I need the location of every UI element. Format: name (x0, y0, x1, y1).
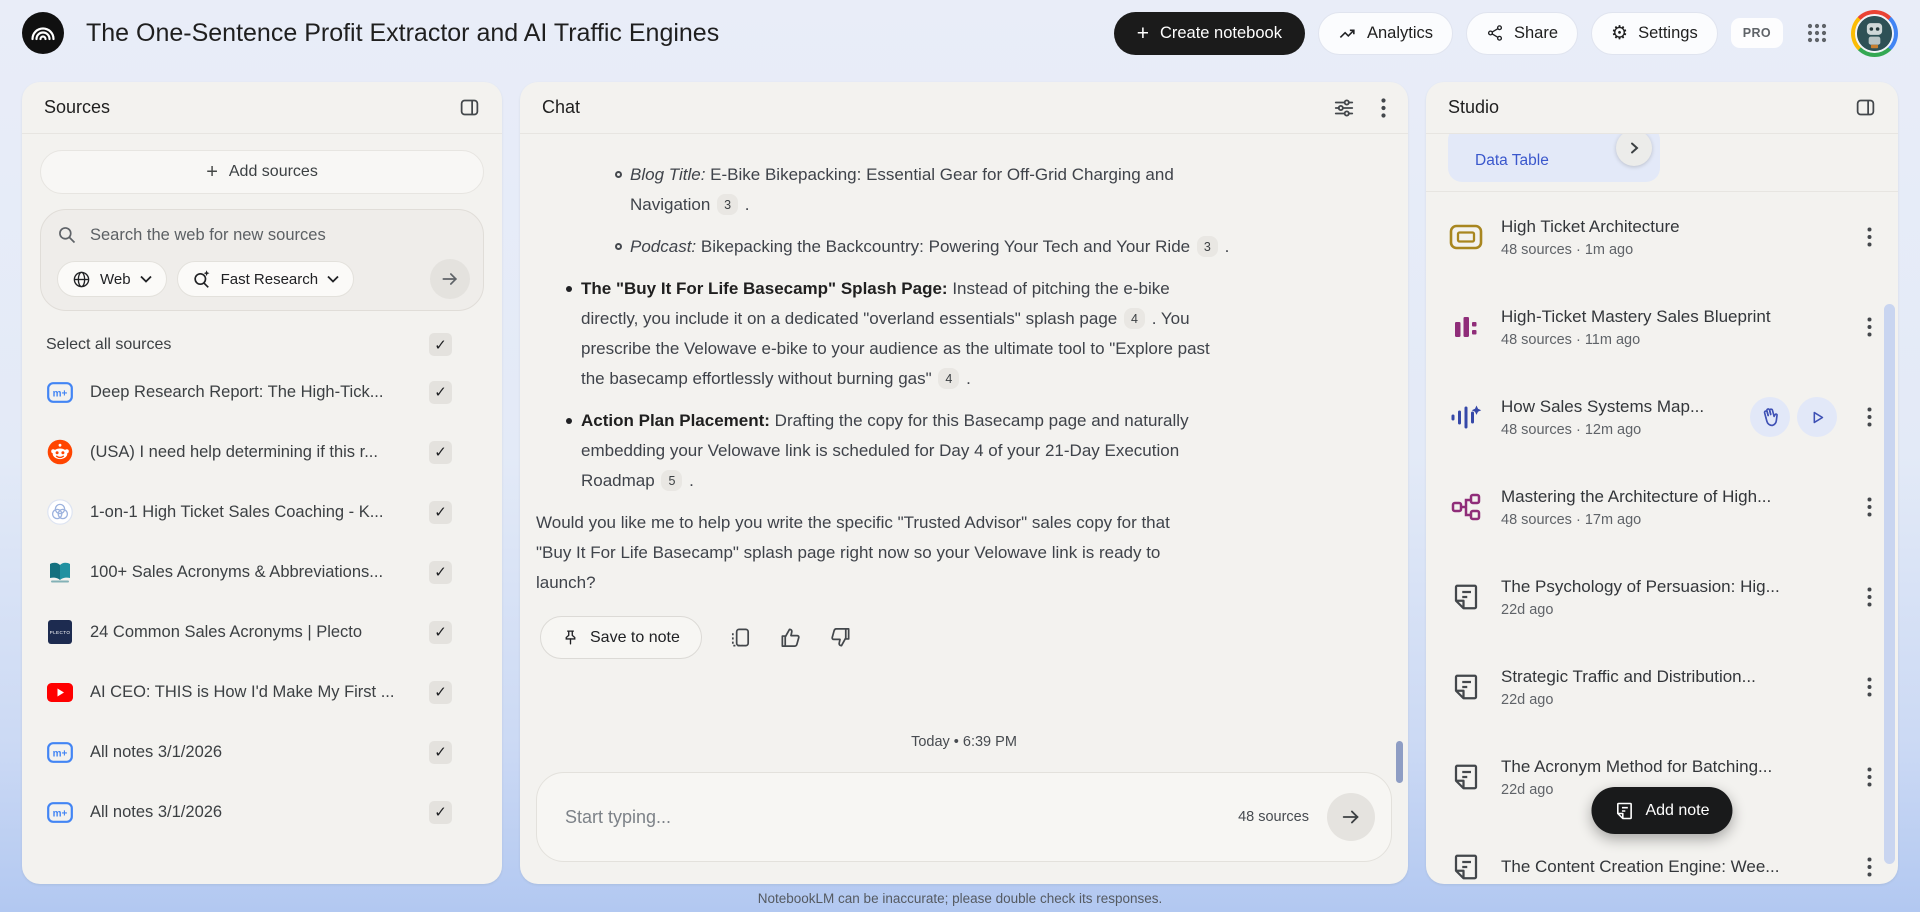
studio-item-menu-icon[interactable] (1856, 227, 1882, 247)
studio-item-title: The Content Creation Engine: Wee... (1501, 857, 1780, 876)
studio-list-item[interactable] (1426, 462, 1898, 552)
chat-text: Drafting the copy for this Basecamp page and naturally (769, 411, 1189, 430)
chat-timestamp: Today • 6:39 PM (911, 734, 1017, 750)
sources-panel-title: Sources (44, 97, 111, 117)
svg-text:m+: m+ (52, 748, 68, 760)
user-avatar[interactable] (1851, 10, 1898, 57)
add-sources-button[interactable]: + Add sources (40, 150, 484, 194)
search-submit-button[interactable] (430, 259, 470, 299)
studio-item-title: High Ticket Architecture (1501, 216, 1680, 236)
source-list-item[interactable] (22, 362, 502, 422)
plus-icon: + (1136, 21, 1149, 45)
add-note-button[interactable]: Add note (1591, 787, 1732, 834)
italic-text: Podcast: (630, 237, 697, 256)
chat-text: . (740, 195, 750, 214)
play-audio-button[interactable] (1797, 397, 1837, 437)
select-all-checkbox[interactable]: ✓ (429, 333, 452, 356)
studio-item-menu-icon[interactable] (1856, 677, 1882, 697)
source-title: 100+ Sales Acronyms & Abbreviations... (90, 562, 384, 581)
data-table-chip[interactable]: Data Table (1448, 134, 1660, 182)
studio-item-menu-icon[interactable] (1856, 857, 1882, 877)
chat-actions-row (520, 610, 1408, 659)
source-list-item[interactable] (22, 602, 502, 662)
studio-scrollbar[interactable] (1884, 304, 1895, 864)
interactive-mode-button[interactable] (1750, 397, 1790, 437)
studio-item-title: Strategic Traffic and Distribution... (1501, 666, 1756, 686)
source-checkbox[interactable]: ✓ (429, 681, 452, 704)
citation-chip[interactable]: 5 (661, 470, 682, 491)
chat-text: prescribe the Velowave e-bike to your audience as the ultimate tool to "Explore past (581, 339, 1210, 358)
citation-chip[interactable]: 3 (1197, 236, 1218, 257)
studio-item-meta: 22d ago (1501, 691, 1554, 708)
chat-text: directly, you include it on a dedicated "overland essentials" splash page (581, 309, 1122, 328)
source-title: 24 Common Sales Acronyms | Plecto (90, 622, 363, 641)
chat-text: . You (1146, 309, 1190, 328)
select-all-label: Select all sources (46, 335, 172, 353)
source-list-item[interactable] (22, 482, 502, 542)
citation-chip[interactable]: 3 (717, 194, 738, 215)
create-notebook-button[interactable]: + Create notebook (1114, 12, 1305, 55)
citation-chip[interactable]: 4 (1124, 308, 1145, 329)
avatar-robot-image (1855, 14, 1894, 53)
share-button[interactable]: Share (1466, 12, 1578, 55)
chat-text: Would you like me to help you write the specific "Trusted Advisor" sales copy for that (536, 513, 1170, 532)
studio-item-meta: 48 sources · 17m ago (1501, 511, 1642, 528)
source-title: 1-on-1 High Ticket Sales Coaching - K... (90, 502, 384, 521)
studio-panel-title: Studio (1448, 97, 1500, 117)
source-checkbox[interactable]: ✓ (429, 801, 452, 824)
studio-item-meta: 22d ago (1501, 781, 1554, 798)
chat-panel (520, 82, 1408, 884)
source-count-label: 48 sources (1238, 809, 1309, 825)
source-list-item[interactable] (22, 722, 502, 782)
bullet-marker (566, 286, 572, 292)
reddit-icon (46, 439, 74, 465)
chat-panel-title: Chat (542, 97, 581, 117)
source-list-item[interactable] (22, 542, 502, 602)
plus-icon: + (206, 160, 218, 183)
citation-chip[interactable]: 4 (938, 368, 959, 389)
chat-text: Instead of pitching the e-bike (947, 279, 1170, 298)
source-checkbox[interactable]: ✓ (429, 561, 452, 584)
disclaimer-text: NotebookLM can be inaccurate; please double check its responses. (757, 891, 1163, 906)
studio-panel (1426, 82, 1898, 884)
studio-item-menu-icon[interactable] (1856, 587, 1882, 607)
studio-item-title: The Psychology of Persuasion: Hig... (1501, 576, 1780, 596)
pro-badge: PRO (1731, 18, 1783, 48)
chat-text: E-Bike Bikepacking: Essential Gear for Off-Grid Charging and (705, 165, 1174, 184)
share-icon (1486, 24, 1504, 42)
studio-list (1426, 192, 1898, 884)
save-to-note-button[interactable]: Save to note (540, 616, 702, 659)
chat-text: . (1219, 237, 1230, 256)
studio-item-title: High-Ticket Mastery Sales Blueprint (1501, 306, 1771, 326)
studio-item-title: Mastering the Architecture of High... (1501, 486, 1772, 506)
select-all-row (22, 311, 502, 362)
trending-up-icon (1338, 24, 1357, 43)
source-title: All notes 3/1/2026 (90, 742, 223, 761)
web-filter-dropdown[interactable]: Web (57, 261, 167, 297)
search-input[interactable] (90, 226, 467, 245)
chat-text: "Buy It For Life Basecamp" splash page right now so your Velowave link is ready to (536, 543, 1161, 562)
studio-list-item[interactable] (1426, 282, 1898, 372)
studio-item-meta: 48 sources · 12m ago (1501, 421, 1642, 438)
book-icon (46, 560, 74, 584)
copy-response-button[interactable] (729, 626, 752, 649)
bullet-marker (566, 418, 572, 424)
notebooklm-logo-icon[interactable] (22, 12, 64, 54)
chat-text: Roadmap (581, 471, 660, 490)
studio-item-menu-icon[interactable] (1856, 767, 1882, 787)
chat-input[interactable] (565, 807, 1238, 828)
chat-text: embedding your Velowave link is scheduled for Day 4 of your 21-Day Execution (581, 441, 1180, 460)
chevron-down-icon (140, 275, 152, 283)
chat-settings-tune-icon[interactable] (1333, 97, 1355, 119)
note-icon (1448, 579, 1484, 615)
chat-input-box (536, 772, 1392, 862)
sources-panel (22, 82, 502, 884)
chat-message-body (520, 134, 1408, 598)
table-gold-icon (1448, 219, 1484, 255)
studio-list-item[interactable] (1426, 372, 1898, 462)
chat-text: Bikepacking the Backcountry: Powering Your Tech and Your Ride (696, 237, 1195, 256)
source-title: AI CEO: THIS is How I'd Make My First ... (90, 682, 395, 701)
send-message-button[interactable] (1327, 793, 1375, 841)
notebook-note-icon (46, 802, 74, 823)
notebook-note-icon (46, 742, 74, 763)
bold-text: The "Buy It For Life Basecamp" Splash Page: (581, 279, 948, 298)
chat-bullet-item (536, 160, 1348, 220)
studio-item-meta: 48 sources · 11m ago (1501, 331, 1641, 348)
chat-more-menu-icon[interactable] (1381, 98, 1386, 118)
source-title: (USA) I need help determining if this r... (90, 442, 378, 461)
chat-scrollbar[interactable] (1396, 741, 1403, 783)
studio-list-item[interactable] (1426, 642, 1898, 732)
chat-text: . (684, 471, 694, 490)
source-search-box (40, 209, 484, 311)
research-mode-dropdown[interactable]: Fast Research (177, 261, 355, 297)
source-list-item[interactable] (22, 662, 502, 722)
studio-item-meta: 48 sources · 1m ago (1501, 241, 1634, 258)
apps-grid-icon[interactable] (1796, 12, 1838, 54)
italic-text: Blog Title: (630, 165, 706, 184)
chat-text: Navigation (630, 195, 716, 214)
settings-button[interactable]: ⚙ Settings (1591, 12, 1718, 55)
app-header (0, 0, 1920, 66)
chat-bullet-item (536, 406, 1348, 496)
collapse-studio-panel-icon[interactable] (1855, 97, 1876, 118)
source-checkbox[interactable]: ✓ (429, 441, 452, 464)
chat-bullet-item (536, 232, 1348, 262)
notebook-note-icon (46, 382, 74, 403)
svg-text:m+: m+ (52, 388, 68, 400)
source-checkbox[interactable]: ✓ (429, 741, 452, 764)
bullet-marker (615, 243, 622, 250)
bold-text: Action Plan Placement: (581, 411, 770, 430)
note-icon (1448, 759, 1484, 795)
source-title: All notes 3/1/2026 (90, 802, 223, 821)
studio-item-title: The Acronym Method for Batching... (1501, 756, 1773, 776)
data-table-section (1426, 134, 1898, 192)
chat-text: the basecamp effortlessly without burning gas" (581, 369, 937, 388)
note-icon (1448, 849, 1484, 884)
bullet-marker (615, 171, 622, 178)
studio-item-title: How Sales Systems Map... (1501, 396, 1705, 416)
audio-waveform-icon (1448, 399, 1484, 435)
venn-web-icon (46, 499, 74, 525)
bar-chart-magenta-icon (1448, 309, 1484, 345)
note-icon (1448, 669, 1484, 705)
studio-item-menu-icon[interactable] (1856, 497, 1882, 517)
studio-item-menu-icon[interactable] (1856, 317, 1882, 337)
sources-list (22, 362, 502, 842)
source-title: Deep Research Report: The High-Tick... (90, 382, 384, 401)
chat-bullet-item (536, 274, 1348, 394)
studio-list-item[interactable] (1426, 552, 1898, 642)
note-icon (1614, 801, 1634, 821)
youtube-icon (46, 683, 74, 702)
svg-text:m+: m+ (52, 808, 68, 820)
studio-item-meta: 22d ago (1501, 601, 1554, 618)
source-checkbox[interactable]: ✓ (429, 381, 452, 404)
plecto-icon (46, 620, 74, 644)
thumbs-up-button[interactable] (779, 626, 802, 649)
gear-icon: ⚙ (1611, 22, 1629, 44)
source-list-item[interactable] (22, 422, 502, 482)
search-icon (57, 225, 77, 245)
pin-icon (562, 629, 579, 646)
flowchart-magenta-icon (1448, 489, 1484, 525)
analytics-button[interactable]: Analytics (1318, 12, 1453, 55)
globe-icon (72, 270, 91, 289)
chat-text: launch? (536, 573, 596, 592)
collapse-sources-panel-icon[interactable] (459, 97, 480, 118)
main-content (0, 82, 1920, 884)
thumbs-down-button[interactable] (829, 626, 852, 649)
fast-research-icon (192, 269, 212, 289)
source-list-item[interactable] (22, 782, 502, 842)
studio-item-menu-icon[interactable] (1856, 407, 1882, 427)
chat-paragraph (536, 508, 1348, 598)
source-checkbox[interactable]: ✓ (429, 501, 452, 524)
studio-list-item[interactable] (1426, 192, 1898, 282)
source-checkbox[interactable]: ✓ (429, 621, 452, 644)
notebook-title: The One-Sentence Profit Extractor and AI Traffic Engines (86, 18, 720, 47)
chat-text: . (961, 369, 971, 388)
svg-text:PLECTO: PLECTO (49, 630, 71, 635)
chevron-down-icon (327, 275, 339, 283)
